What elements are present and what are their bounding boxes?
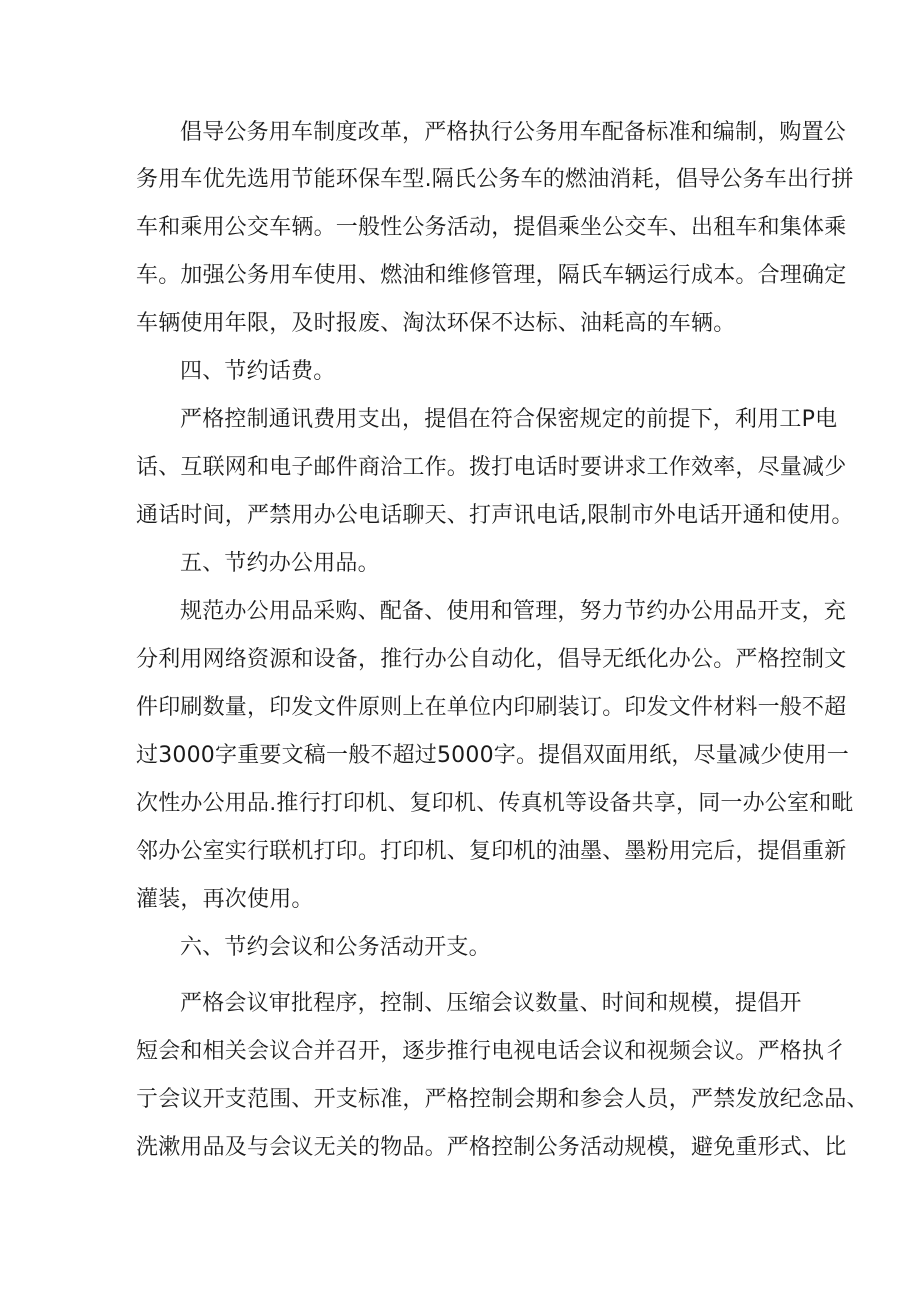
paragraph-line: 件印刷数量，印发文件原则上在单位内印刷装订。印发文件材料一般不超 <box>136 695 847 720</box>
section-heading-4: 四、节约话费。 <box>180 359 336 384</box>
paragraph-line: 分利用网络资源和设备，推行办公自动化，倡导无纸化办公。严格控制文 <box>136 647 847 672</box>
paragraph-line: 严格控制通讯费用支出，提倡在符合保密规定的前提下，利用工P电 <box>180 407 838 432</box>
paragraph-line: 过3000字重要文稿一般不超过5000字。提倡双面用纸，尽量减少使用一 <box>136 743 849 768</box>
paragraph-line: 短会和相关会议合并召开，逐步推行电视电话会议和视频会议。严格执彳 <box>136 1039 847 1064</box>
section-heading-6: 六、节约会议和公务活动开支。 <box>180 935 491 960</box>
paragraph-line: 规范办公用品采购、配备、使用和管理，努力节约办公用品开支，充 <box>180 599 847 624</box>
paragraph-line: 车和乘用公交车辆。一般性公务活动，提倡乘坐公交车、出租车和集体乘 <box>136 215 847 240</box>
paragraph-line: 通话时间，严禁用办公电话聊天、打声讯电话,限制市外电话开通和使用。 <box>136 503 854 528</box>
paragraph-line: 次性办公用品.推行打印机、复印机、传真机等设备共享，同一办公室和毗 <box>136 791 854 816</box>
paragraph-line: 车。加强公务用车使用、燃油和维修管理，隔氏车辆运行成本。合理确定 <box>136 263 847 288</box>
paragraph-line: 务用车优先选用节能环保车型.隔氏公务车的燃油消耗，倡导公务车出行拼 <box>136 167 854 192</box>
paragraph-line: 亍会议开支范围、开支标准，严格控制会期和参会人员，严禁发放纪念品、 <box>136 1087 869 1112</box>
section-heading-5: 五、节约办公用品。 <box>180 551 380 576</box>
paragraph-line: 话、互联网和电子邮件商洽工作。拨打电话时要讲求工作效率，尽量减少 <box>136 455 847 480</box>
paragraph-line: 灌装，再次使用。 <box>136 887 314 912</box>
paragraph-line: 邻办公室实行联机打印。打印机、复印机的油墨、墨粉用完后，提倡重新 <box>136 839 847 864</box>
paragraph-line: 洗漱用品及与会议无关的物品。严格控制公务活动规模，避免重形式、比 <box>136 1135 847 1160</box>
paragraph-line: 车辆使用年限，及时报废、淘汰环保不达标、油耗高的车辆。 <box>136 311 736 336</box>
paragraph-line: 严格会议审批程序，控制、压缩会议数量、时间和规模，提倡开 <box>180 991 802 1016</box>
paragraph-line: 倡导公务用车制度改革，严格执行公务用车配备标准和编制，购置公 <box>180 120 847 145</box>
